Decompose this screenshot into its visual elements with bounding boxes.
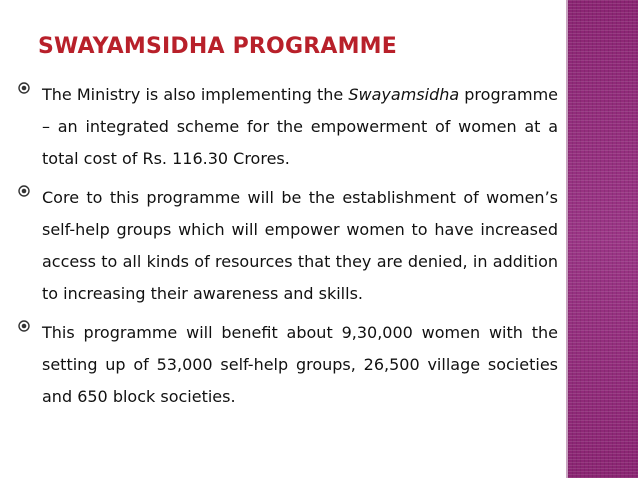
bullet-text-3: This programme will benefit about 9,30,000 women with the setting up of 53,000 self-help groups, 26,500 village societies and 650 block societies. xyxy=(42,323,558,406)
bullet-text-1-after: programme – an integrated scheme for the empowerment of women at a total cost of Rs. 116.30 Crores. xyxy=(42,85,559,168)
circle-bullet-icon xyxy=(18,185,30,197)
swayamsidha-emphasis: Swayamsidha xyxy=(348,85,460,104)
bullet-list xyxy=(18,86,558,427)
circle-bullet-icon xyxy=(18,82,30,94)
bullet-item-3 xyxy=(18,317,558,413)
bullet-text-2: Core to this programme will be the establishment of women’s self-help groups which will empower women to have increased access to all kinds of resources that they are denied, in addition to increasing their awareness and skills. xyxy=(42,188,558,303)
bullet-item-1 xyxy=(18,79,558,175)
circle-bullet-icon xyxy=(18,320,30,332)
bullet-item-2 xyxy=(18,182,558,310)
decorative-side-panel xyxy=(568,0,638,478)
bullet-text-1-before: The Ministry is also implementing the xyxy=(42,85,349,104)
side-panel-edge xyxy=(566,0,568,478)
bullet-text-1 xyxy=(42,79,558,175)
slide-title: SWAYAMSIDHA PROGRAMME xyxy=(38,34,397,59)
